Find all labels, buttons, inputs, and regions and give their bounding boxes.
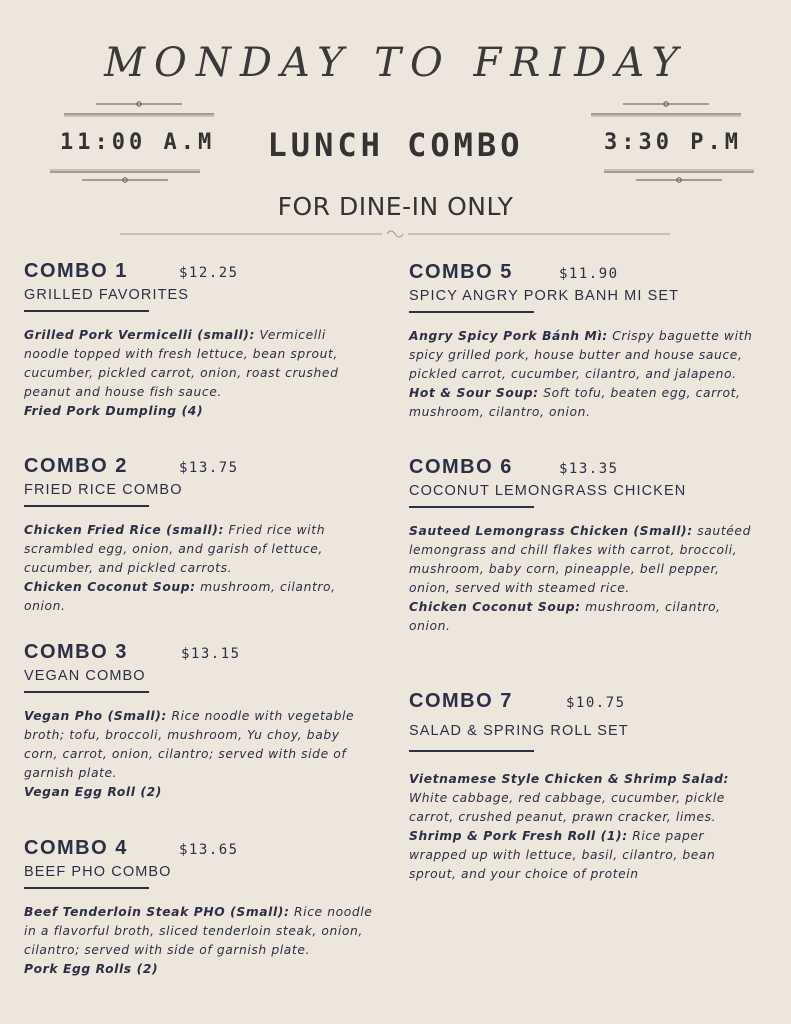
top-right-ornament <box>591 100 741 118</box>
combo-rule <box>24 691 149 693</box>
item1-desc: Rice noodle in a flavorful broth, sliced tenderloin steak, onion, cilantro; served with side of garnish plate. <box>24 905 373 957</box>
item1-name: Vietnamese Style Chicken & Shrimp Salad: <box>409 772 730 786</box>
combo-subtitle: FRIED RICE COMBO <box>24 482 183 498</box>
combo-price: $13.75 <box>179 460 239 476</box>
combo-5 <box>409 261 754 422</box>
combo-name: COMBO 5 <box>409 261 513 283</box>
combo-subtitle: BEEF PHO COMBO <box>24 864 172 880</box>
combo-price: $13.35 <box>559 461 619 477</box>
combo-description <box>409 522 754 636</box>
item1-name: Angry Spicy Pork Bánh Mì: <box>409 329 608 343</box>
item2-name: Pork Egg Rolls (2) <box>24 962 159 976</box>
combo-price: $11.90 <box>559 266 619 282</box>
combo-rule <box>24 887 149 889</box>
combo-name: COMBO 3 <box>24 641 128 663</box>
combo-name: COMBO 7 <box>409 690 513 712</box>
item2-name: Chicken Coconut Soup: <box>409 600 581 614</box>
combo-rule <box>24 310 149 312</box>
item1-name: Sauteed Lemongrass Chicken (Small): <box>409 524 693 538</box>
combo-description <box>409 327 754 422</box>
item2-name: Fried Pork Dumpling (4) <box>24 404 204 418</box>
combo-price: $10.75 <box>566 695 626 711</box>
combo-2 <box>24 455 374 616</box>
combo-description <box>24 326 374 421</box>
lunch-combo-title: LUNCH COMBO <box>267 126 524 164</box>
combo-rule <box>24 505 149 507</box>
combo-price: $13.65 <box>179 842 239 858</box>
item2-desc: mushroom, cilantro, onion. <box>24 580 336 613</box>
combo-3 <box>24 641 374 802</box>
combo-description <box>24 521 374 616</box>
combo-subtitle: SALAD & SPRING ROLL SET <box>409 723 629 739</box>
divider-ornament <box>120 226 670 238</box>
combo-price: $12.25 <box>179 265 239 281</box>
combo-subtitle: COCONUT LEMONGRASS CHICKEN <box>409 483 687 499</box>
combo-6 <box>409 456 754 636</box>
combo-rule <box>409 750 534 752</box>
combo-1 <box>24 260 374 421</box>
combo-description <box>409 770 754 884</box>
item2-name: Shrimp & Pork Fresh Roll (1): <box>409 829 628 843</box>
combo-rule <box>409 311 534 313</box>
item1-desc: Fried rice with scrambled egg, onion, and garish of lettuce, cucumber, and pickled carrots. <box>24 523 326 575</box>
combo-4 <box>24 837 374 979</box>
combo-price: $13.15 <box>181 646 241 662</box>
dine-in-subtitle: FOR DINE-IN ONLY <box>277 192 514 221</box>
combo-name: COMBO 6 <box>409 456 513 478</box>
bottom-right-ornament <box>604 168 754 186</box>
combo-rule <box>409 506 534 508</box>
start-time: 11:00 A.M <box>60 130 216 155</box>
item1-name: Grilled Pork Vermicelli (small): <box>24 328 256 342</box>
item2-name: Hot & Sour Soup: <box>409 386 539 400</box>
combo-description <box>24 903 374 979</box>
combo-name: COMBO 4 <box>24 837 128 859</box>
page-title: MONDAY TO FRIDAY <box>104 40 687 86</box>
item1-desc: Rice noodle with vegetable broth; tofu, broccoli, mushroom, Yu choy, baby corn, carrot, onion, cilantro; served with side of garnish plate. <box>24 709 355 780</box>
item1-name: Vegan Pho (Small): <box>24 709 167 723</box>
combo-description <box>24 707 374 802</box>
combo-name: COMBO 2 <box>24 455 128 477</box>
item2-name: Chicken Coconut Soup: <box>24 580 196 594</box>
combo-subtitle: GRILLED FAVORITES <box>24 287 190 303</box>
item2-desc: mushroom, cilantro, onion. <box>409 600 721 633</box>
item1-desc: White cabbage, red cabbage, cucumber, pickle carrot, crushed peanut, prawn cracker, limes. <box>409 791 725 824</box>
top-left-ornament <box>64 100 214 118</box>
combo-subtitle: VEGAN COMBO <box>24 668 146 684</box>
item1-desc: Vermicelli noodle topped with fresh lettuce, bean sprout, cucumber, pickled carrot, onion, roast crushed peanut and house fish sauce. <box>24 328 339 399</box>
item2-desc: Soft tofu, beaten egg, carrot, mushroom, cilantro, onion. <box>409 386 741 419</box>
item2-name: Vegan Egg Roll (2) <box>24 785 162 799</box>
end-time: 3:30 P.M <box>604 130 742 155</box>
combo-7 <box>409 690 754 884</box>
item2-desc: Rice paper wrapped up with lettuce, basil, cilantro, bean sprout, and your choice of protein <box>409 829 716 881</box>
bottom-left-ornament <box>50 168 200 186</box>
item1-desc: sautéed lemongrass and chill flakes with carrot, broccoli, mushroom, baby corn, pineapple, bell pepper, onion, served with steamed rice. <box>409 524 751 595</box>
item1-desc: Crispy baguette with spicy grilled pork, house butter and house sauce, pickled carrot, cucumber, cilantro, and jalapeno. <box>409 329 753 381</box>
item1-name: Chicken Fried Rice (small): <box>24 523 224 537</box>
item1-name: Beef Tenderloin Steak PHO (Small): <box>24 905 290 919</box>
combo-subtitle: SPICY ANGRY PORK BANH MI SET <box>409 288 680 304</box>
combo-name: COMBO 1 <box>24 260 128 282</box>
